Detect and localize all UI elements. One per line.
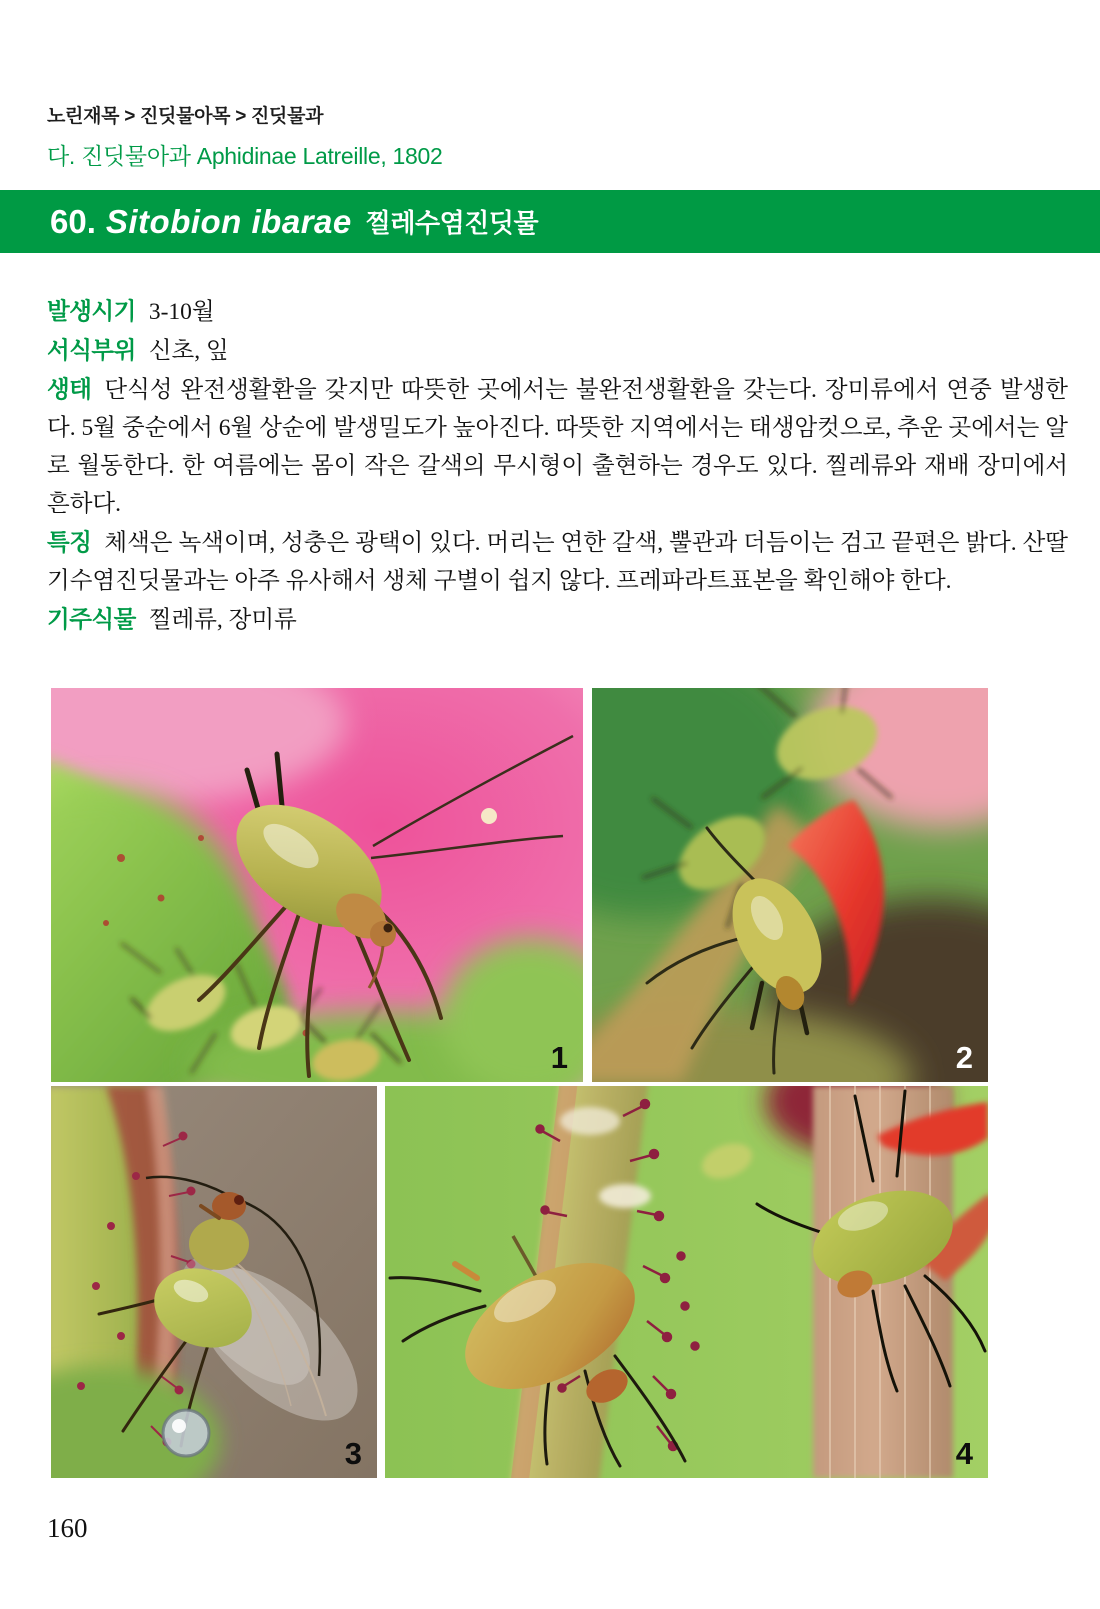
section-occurrence-text: 3-10월: [148, 299, 215, 325]
photo-4-number: 4: [955, 1436, 973, 1471]
breadcrumb: 노린재목 > 진딧물아목 > 진딧물과: [47, 106, 324, 127]
section-habitat-part-label: 서식부위: [47, 337, 136, 363]
photo-2-number: 2: [955, 1040, 973, 1075]
section-ecology-label: 생태: [47, 376, 92, 402]
section-habitat-part: [47, 331, 1068, 370]
photo-2-aphids-on-thorn-stem: [592, 688, 988, 1082]
photo-3-illustration: [51, 1086, 377, 1478]
section-ecology-text: 단식성 완전생활환을 갖지만 따뜻한 곳에서는 불완전생활환을 갖는다. 장미류에서 연중 발생한다. 5월 중순에서 6월 상순에 발생밀도가 높아진다. 따뜻한 지역에서는 태생암컷으로, 추운 곳에서는 알로 월동한다. 한 여름에는 몸이 작은 갈색의 무시형이 출현하는 경우도 있다. 찔레류와 재배 장미에서 흔하다.: [47, 377, 1068, 517]
photo-3-winged-aphid: [51, 1086, 377, 1478]
section-occurrence: [47, 292, 1068, 331]
photo-2-illustration: [592, 688, 988, 1082]
section-habitat-part-text: 신초, 잎: [148, 338, 229, 364]
photo-1-illustration: [51, 688, 583, 1082]
section-host-plants-label: 기주식물: [47, 606, 136, 632]
species-index: 60.: [50, 202, 96, 240]
page-number: 160: [47, 1513, 88, 1543]
photo-4-illustration: [385, 1086, 988, 1478]
species-korean-name: 찔레수염진딧물: [365, 208, 539, 238]
section-host-plants-text: 찔레류, 장미류: [148, 607, 297, 633]
photo-4-aphids-on-stems: [385, 1086, 988, 1478]
photo-1-aphid-on-leaf: [51, 688, 583, 1082]
species-latin-name: Sitobion ibarae: [105, 202, 352, 240]
section-characteristics-label: 특징: [47, 529, 92, 555]
section-host-plants: [47, 600, 1068, 639]
photo-3-number: 3: [344, 1436, 362, 1471]
photo-1-number: 1: [550, 1040, 568, 1075]
species-description: [47, 292, 1068, 639]
section-characteristics: [47, 523, 1068, 600]
species-header-bar: [0, 190, 1100, 253]
section-ecology: [47, 370, 1068, 523]
section-characteristics-text: 체색은 녹색이며, 성충은 광택이 있다. 머리는 연한 갈색, 뿔관과 더듬이는 검고 끝편은 밝다. 산딸기수염진딧물과는 아주 유사해서 생체 구별이 쉽지 않다. 프레파라트표본을 확인해야 한다.: [47, 530, 1068, 594]
subfamily-subtitle: 다. 진딧물아과 Aphidinae Latreille, 1802: [47, 143, 443, 169]
section-occurrence-label: 발생시기: [47, 298, 136, 324]
